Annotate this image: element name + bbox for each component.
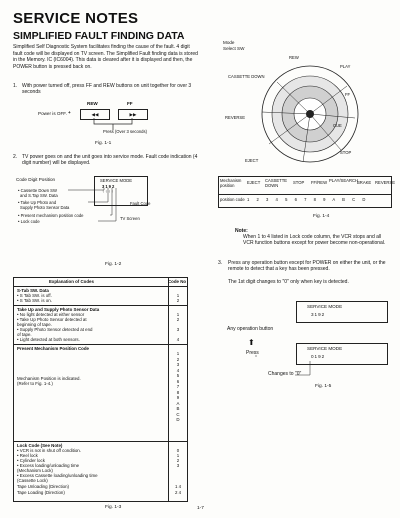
position-table-head: REVERSE [375, 180, 396, 185]
table-row: • Cylinder lock [17, 458, 45, 463]
table-row: Tape Loading (Direction) [17, 490, 65, 495]
table-code: 1 [176, 312, 180, 317]
table-code: 3 [176, 362, 180, 367]
table-code: 2 [176, 458, 180, 463]
rew-button-icon: ◀◀ [80, 109, 110, 120]
table-code: D [176, 417, 180, 422]
table-row: • Supply Photo Sensor detected at end [17, 327, 93, 332]
table-row: (Cassette Lock) [17, 478, 48, 483]
table-code: 3 [176, 463, 180, 468]
dial-label-play: PLAY [340, 64, 351, 69]
tv-screen-label: TV Screen [120, 216, 140, 221]
dial-label-rew: REW [289, 55, 299, 60]
table-code: 4 [176, 337, 180, 342]
position-row-label: position code [220, 197, 245, 202]
any-button-label: Any operation button [227, 326, 274, 332]
position-codes: 1 2 3 4 5 6 7 8 9 A B C D [247, 197, 366, 202]
table-row: • Light detected at both sensors. [17, 337, 80, 342]
page-number: 1-7 [197, 506, 204, 511]
table-code: 2 [176, 317, 180, 322]
section-mechanism: Present Mechanism Position Code [17, 346, 89, 351]
section-stab: S-Tab SW. Data [17, 288, 49, 293]
table-row: • S Tab SW. is off. [17, 293, 52, 298]
position-table-head: EJECT [247, 180, 261, 185]
table-code: 7 [176, 384, 180, 389]
section-photo-sensor: Take Up and Supply Photo Sensor Data [17, 307, 100, 312]
table-row: of tape. [17, 332, 32, 337]
step-2 [13, 154, 198, 167]
section-lock-code: Lock Code (See Note) [17, 443, 63, 448]
table-header-explanation: Explanation of Codes [49, 279, 94, 284]
table-row: • VCR is not in shut off condition. [17, 448, 81, 453]
table-row: • Take Up Photo Sensor detected at [17, 317, 87, 322]
legend-2b: Supply Photo Sensor Data [20, 205, 70, 210]
table-code: 1 [176, 293, 180, 298]
mode-subtitle: Select SW [223, 46, 245, 51]
note-text: When 1 to 4 listed in Lock code column, the VCR stops and all VCR function buttons except for power become non-operational. [243, 234, 386, 247]
step-2-number: 2. [13, 154, 18, 160]
mode-select-dial [225, 52, 390, 172]
press-label: Press [246, 350, 259, 356]
step-1-text: With power turned off, press FF and REW buttons on unit together for over 3 seconds [22, 83, 192, 96]
table-row: Mechanism Position is indicated. [17, 376, 81, 381]
position-table-head: STOP [293, 180, 305, 185]
fig-1-3-caption: Fig. 1-3 [105, 505, 122, 510]
intro-paragraph: Simplified Self Diagnostic System facilitates finding the cause of the fault. 4 digit fault code will be displayed on TV screen. The Simplified Fault finding data is stored in the Memory. IC (IC6004). This data is cleared after it is displayed and then, the POWER button is pressed back on. [13, 44, 198, 70]
service-mode-text: SERVICE MODE [100, 178, 133, 183]
table-code: B [176, 406, 180, 411]
table-code: 3 [176, 327, 180, 332]
table-code: 1 [176, 453, 180, 458]
fig-1-1-caption: Fig. 1-1 [95, 141, 112, 146]
step-3-text: Press any operation button except for POWER on either the unit, or the remote to detect that a key has been pressed. [228, 260, 386, 273]
step-3-text2: The 1st digit changes to "0" only when key is detected. [228, 279, 349, 285]
up-arrow-icon: ⬆ [248, 338, 255, 347]
table-row: beginning of tape. [17, 322, 52, 327]
step-1-number: 1. [13, 83, 18, 89]
dial-label-reverse: REVERSE [225, 115, 246, 120]
position-table [218, 176, 396, 208]
digit-arrows: ↑↑↑↑ [102, 189, 115, 194]
table-code: C [176, 411, 180, 417]
note-title: Note: [235, 228, 248, 234]
table-code: 0 [176, 448, 180, 453]
table-code: 2 [176, 356, 180, 362]
table-code: 4 [176, 367, 180, 373]
step-1 [13, 83, 198, 96]
code-digit-title: Code Digit Position [16, 177, 56, 182]
mode-title: Mode [223, 40, 235, 45]
fault-code-after: 0192 [311, 354, 326, 359]
dial-label-stop: STOP [340, 150, 352, 155]
press-label: Press (Over 3 seconds) [103, 129, 147, 134]
position-table-head: CASSETTE DOWN [265, 178, 288, 189]
legend-4: • Lock code [18, 219, 40, 224]
dial-label-ff: FF [345, 92, 351, 97]
table-row: (Mechanism Lock) [17, 468, 53, 473]
legend-2: • Take Up Photo and [18, 200, 57, 205]
position-table-head: BRAKE [357, 180, 372, 185]
step-2-text: TV power goes on and the unit goes into service mode. Fault code indication (4 digit number) will be displayed. [22, 154, 198, 167]
table-code: 6 [176, 378, 180, 384]
table-code: 8 [176, 389, 180, 395]
table-row: (Refer to Fig. 1-4.) [17, 381, 53, 386]
legend-1b: and S.Tap SW. Data [20, 193, 58, 198]
position-table-head: Mechanism position [220, 178, 242, 189]
table-code: A [176, 400, 180, 406]
section-title: SIMPLIFIED FAULT FINDING DATA [13, 30, 185, 42]
plus-sign: + [68, 110, 71, 115]
dial-label-cue: CUE [333, 123, 342, 128]
table-code: 9 [176, 395, 180, 400]
ff-button-icon: ▶▶ [118, 109, 148, 120]
rew-label: REW [87, 101, 98, 106]
fault-code-label: Fault Code [130, 201, 151, 206]
table-row: • Excess Cassette loading/unloading time [17, 473, 98, 478]
service-mode-box-before [296, 301, 388, 323]
service-mode-text: SERVICE MODE [307, 304, 343, 309]
fig-1-2-caption: Fig. 1-2 [105, 262, 122, 267]
dial-label-cassette-down: CASSETTE DOWN [228, 74, 265, 79]
table-row: • Reel lock [17, 453, 38, 458]
code-table [13, 277, 188, 502]
fault-code-before: 3192 [311, 312, 326, 317]
table-row: • Excess loading/unloading time [17, 463, 80, 468]
table-header-code: Code No [168, 279, 187, 284]
service-mode-text: SERVICE MODE [307, 346, 343, 351]
fig-1-4-caption: Fig. 1-4 [313, 214, 330, 219]
table-code: 5 [176, 373, 180, 378]
fault-code-digits: 3192 [102, 184, 116, 189]
page-title: SERVICE NOTES [13, 10, 139, 27]
table-row: • S Tab SW. is on. [17, 298, 52, 303]
table-row: • No light detected at either sensor [17, 312, 85, 317]
changes-label: Changes to "0" [268, 371, 302, 377]
table-code: 2 [176, 298, 180, 303]
legend-1: • Cassette Down SW [18, 188, 57, 193]
table-code: 1 4 [174, 484, 182, 489]
fig-1-5-caption: Fig. 1-5 [315, 384, 332, 389]
ff-label: FF [127, 101, 133, 106]
position-table-head: PLAY/SEARCH [329, 178, 359, 183]
power-off-label: Power is OFF. [38, 111, 67, 116]
table-code: 1 [176, 351, 180, 356]
position-table-head: FF/REW [311, 180, 328, 185]
dial-label-eject: EJECT [245, 158, 259, 163]
legend-3: • Present mechanism position code [18, 213, 84, 218]
legend-leader-lines [60, 188, 130, 224]
step-3-number: 3. [218, 260, 223, 266]
table-row: Tape Unloading (Direction) [17, 484, 69, 489]
table-code: 2 4 [174, 490, 182, 495]
